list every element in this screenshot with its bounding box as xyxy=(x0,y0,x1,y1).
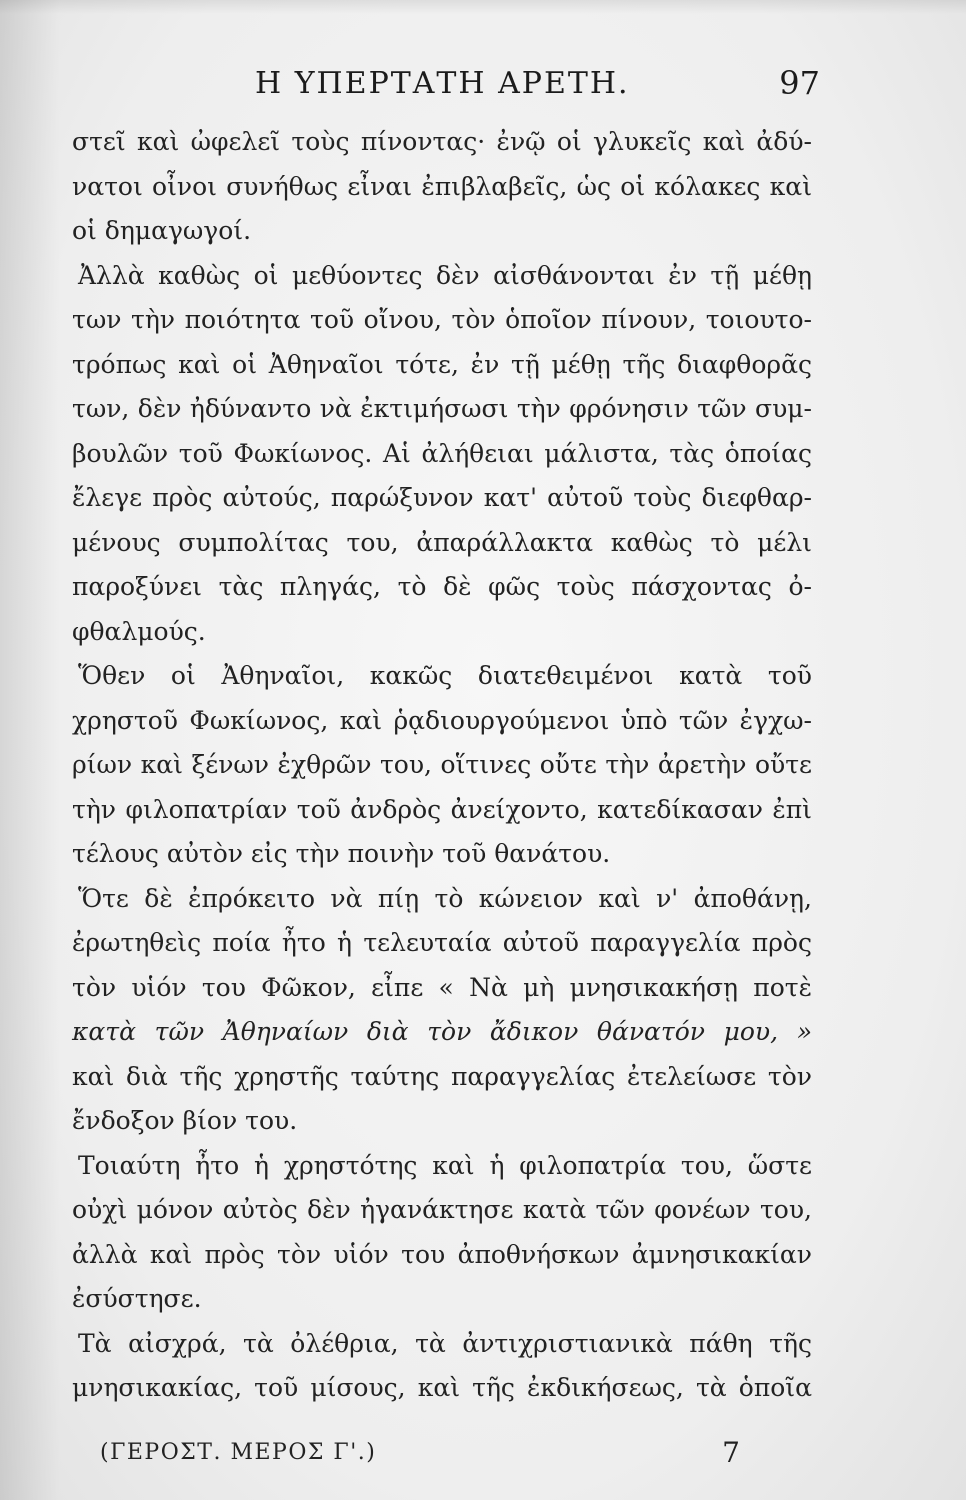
text-line: ἔνδοξον βίον του. xyxy=(72,1106,298,1135)
spine-shadow xyxy=(0,0,60,1500)
text-line: των τὴν ποιότητα τοῦ οἴνου, τὸν ὁποῖον πίνουν, τοιουτο- xyxy=(72,305,812,334)
text-line: ἀλλὰ καὶ πρὸς τὸν υἱόν του ἀποθνήσκων ἀμνησικακίαν xyxy=(72,1239,812,1269)
text-line: τέλους αὐτὸν εἰς τὴν ποινὴν τοῦ θανάτου. xyxy=(72,839,611,868)
text-line: μνησικακίας, τοῦ μίσους, καὶ τῆς ἐκδικήσεως, τὰ ὁποῖα xyxy=(72,1373,812,1402)
page-header xyxy=(140,62,820,110)
text-line: μένους συμπολίτας του, ἀπαράλλακτα καθὼς τὸ μέλι xyxy=(72,527,812,557)
text-line: ἐσύστησε. xyxy=(72,1284,202,1313)
text-line: τὸν υἱόν του Φῶκον, εἶπε « Νὰ μὴ μνησικακήσῃ ποτὲ xyxy=(72,972,812,1002)
text-line: οὐχὶ μόνον αὐτὸς δὲν ἠγανάκτησε κατὰ τῶν φονέων του, xyxy=(72,1195,812,1224)
text-line: τρόπως καὶ οἱ Ἀθηναῖοι τότε, ἐν τῇ μέθῃ τῆς διαφθορᾶς xyxy=(72,349,812,379)
text-line: Τὰ αἰσχρά, τὰ ὀλέθρια, τὰ ἀντιχριστιανικὰ πάθη τῆς xyxy=(78,1328,812,1358)
text-line: τὴν φιλοπατρίαν τοῦ ἀνδρὸς ἀνείχοντο, κατεδίκασαν ἐπὶ xyxy=(72,794,812,824)
text-line: χρηστοῦ Φωκίωνος, καὶ ῥᾳδιουργούμενοι ὑπὸ τῶν ἐγχω- xyxy=(72,705,812,735)
text-line: Ἀλλὰ καθὼς οἱ μεθύοντες δὲν αἰσθάνονται ἐν τῇ μέθῃ xyxy=(78,260,812,290)
text-line: καὶ διὰ τῆς χρηστῆς ταύτης παραγγελίας ἐτελείωσε τὸν xyxy=(72,1061,812,1091)
text-line: Ὅθεν οἱ Ἀθηναῖοι, κακῶς διατεθειμένοι κατὰ τοῦ xyxy=(78,661,812,690)
signature-mark: (ΓΕΡΟΣΤ. ΜΕΡΟΣ Γ'.) xyxy=(100,1440,377,1465)
text-line: κατὰ τῶν Ἀθηναίων διὰ τὸν ἄδικον θάνατόν μου, » xyxy=(72,1017,812,1046)
text-line: οἱ δημαγωγοί. xyxy=(72,216,252,245)
sheet-number: 7 xyxy=(722,1436,740,1469)
text-line: βουλῶν τοῦ Φωκίωνος. Αἱ ἀλήθειαι μάλιστα, τὰς ὁποίας xyxy=(72,438,812,468)
text-line: Ὅτε δὲ ἐπρόκειτο νὰ πίῃ τὸ κώνειον καὶ ν' ἀποθάνῃ, xyxy=(78,883,812,913)
page-number: 97 xyxy=(779,64,820,102)
text-line: φθαλμούς. xyxy=(72,616,206,646)
text-line: παροξύνει τὰς πληγάς, τὸ δὲ φῶς τοὺς πάσχοντας ὀ- xyxy=(72,572,812,601)
text-line: ρίων καὶ ξένων ἐχθρῶν του, οἵτινες οὔτε τὴν ἀρετὴν οὔτε xyxy=(72,750,812,779)
text-line: Τοιαύτη ἦτο ἡ χρηστότης καὶ ἡ φιλοπατρία του, ὥστε xyxy=(78,1150,812,1180)
text-line: των, δὲν ἠδύναντο νὰ ἐκτιμήσωσι τὴν φρόνησιν τῶν συμ- xyxy=(72,394,812,423)
text-line: ἔλεγε πρὸς αὐτούς, παρώξυνον κατ' αὐτοῦ τοὺς διεφθαρ- xyxy=(72,483,812,512)
text-line: ἐρωτηθεὶς ποία ἦτο ἡ τελευταία αὐτοῦ παραγγελία πρὸς xyxy=(72,928,812,957)
top-edge-shadow xyxy=(0,0,966,14)
page-footer xyxy=(100,1436,740,1476)
text-line: νατοι οἶνοι συνήθως εἶναι ἐπιβλαβεῖς, ὡς οἱ κόλακες καὶ xyxy=(72,171,812,201)
running-title: Η ΥΠΕΡΤΑΤΗ ΑΡΕΤΗ. xyxy=(255,66,630,101)
body-text xyxy=(72,120,812,1411)
text-line: στεῖ καὶ ὠφελεῖ τοὺς πίνοντας· ἐνῷ οἱ γλυκεῖς καὶ ἀδύ- xyxy=(72,127,812,156)
